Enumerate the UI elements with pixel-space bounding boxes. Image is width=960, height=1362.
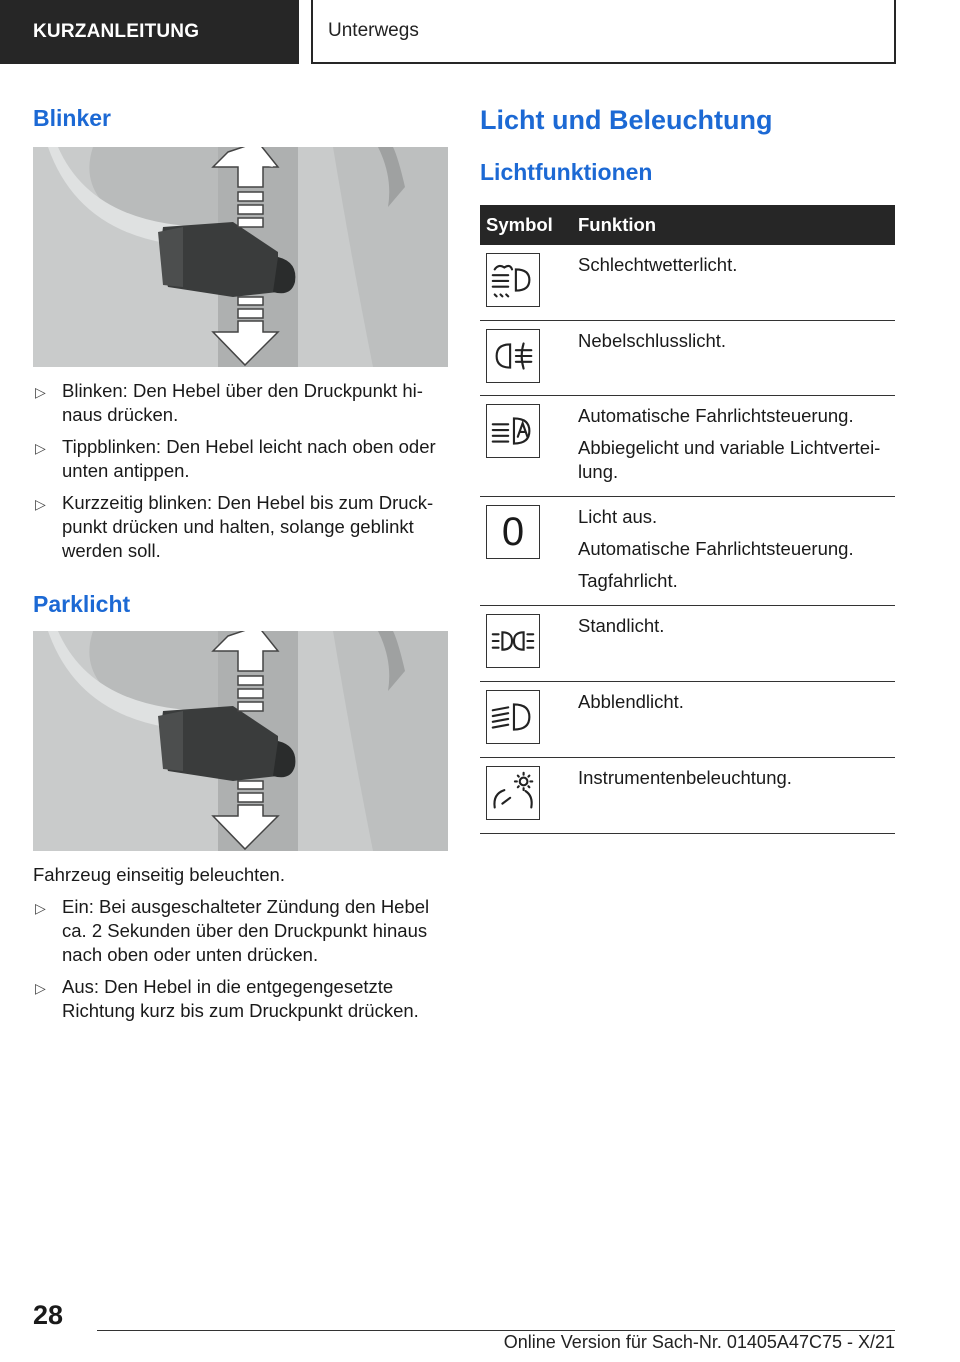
function-text: Abbiegelicht und variable Lichtvertei‐ lung. <box>578 436 881 482</box>
function-text: Tagfahrlicht. <box>578 569 678 591</box>
table-header-row <box>480 205 895 245</box>
triangle-bullet-icon: ▷ <box>35 440 46 456</box>
table-row <box>480 757 895 833</box>
turn-signal-lever-illustration <box>33 147 448 367</box>
table-row <box>480 496 895 605</box>
parking-light-lever-illustration <box>33 631 448 851</box>
symbol-column-header: Symbol <box>480 205 572 245</box>
table-row <box>480 681 895 757</box>
blinker-list <box>33 379 448 563</box>
licht-heading: Licht und Beleuchtung <box>480 105 773 135</box>
function-text: Standlicht. <box>578 614 665 636</box>
table-row <box>480 395 895 496</box>
rear-fog-light-icon <box>486 329 540 383</box>
low-beam-icon <box>486 690 540 744</box>
parklicht-heading: Parklicht <box>33 591 131 617</box>
footer-divider <box>97 1330 895 1331</box>
function-text: Abblendlicht. <box>578 690 684 712</box>
triangle-bullet-icon: ▷ <box>35 980 46 996</box>
function-text: Automatische Fahrlichtsteuerung. <box>578 537 854 559</box>
chapter-tab[interactable] <box>0 0 299 64</box>
left-column <box>33 100 448 1031</box>
function-text: Instrumentenbeleuchtung. <box>578 766 792 788</box>
table-row <box>480 245 895 320</box>
triangle-bullet-icon: ▷ <box>35 900 46 916</box>
triangle-bullet-icon: ▷ <box>35 496 46 512</box>
light-functions-table <box>480 205 895 834</box>
function-text: Schlechtwetterlicht. <box>578 254 738 275</box>
list-item: ▷ Kurzzeitig blinken: Den Hebel bis zum Druck‐ punkt drücken und halten, solange geblinkt werden soll. <box>35 492 434 561</box>
parklicht-intro: Fahrzeug einseitig beleuchten. <box>33 864 285 885</box>
parklicht-list <box>33 895 448 1023</box>
function-column-header: Funktion <box>572 205 895 245</box>
instrument-lighting-icon <box>486 766 540 820</box>
parking-light-icon <box>486 614 540 668</box>
bad-weather-light-icon <box>486 253 540 307</box>
table-row <box>480 605 895 681</box>
blinker-heading: Blinker <box>33 105 111 131</box>
list-item: ▷ Tippblinken: Den Hebel leicht nach oben oder unten antippen. <box>35 436 436 481</box>
section-tab[interactable] <box>311 0 896 64</box>
list-item: ▷ Aus: Den Hebel in die entgegengesetzte Richtung kurz bis zum Druckpunkt drücken. <box>35 976 419 1021</box>
function-text: Nebelschlusslicht. <box>578 329 727 351</box>
automatic-headlight-icon <box>486 404 540 458</box>
chapter-label: KURZANLEITUNG <box>33 21 200 42</box>
section-label: Unterwegs <box>328 20 419 41</box>
function-text: Automatische Fahrlichtsteuerung. <box>578 404 854 426</box>
list-item: ▷ Blinken: Den Hebel über den Druckpunkt hi‐ naus drücken. <box>35 380 423 425</box>
footer-text: Online Version für Sach-Nr. 01405A47C75 - X/21 <box>503 1332 895 1352</box>
right-column <box>480 100 895 834</box>
page-number: 28 <box>33 1300 64 1330</box>
table-row <box>480 320 895 395</box>
triangle-bullet-icon: ▷ <box>35 384 46 400</box>
light-off-icon: 0 <box>486 505 540 559</box>
function-text: Licht aus. <box>578 505 658 527</box>
lichtfunktionen-heading: Lichtfunktionen <box>480 159 653 185</box>
list-item: ▷ Ein: Bei ausgeschalteter Zündung den Hebel ca. 2 Sekunden über den Druckpunkt hinaus nach oben oder unten drücken. <box>35 896 430 965</box>
